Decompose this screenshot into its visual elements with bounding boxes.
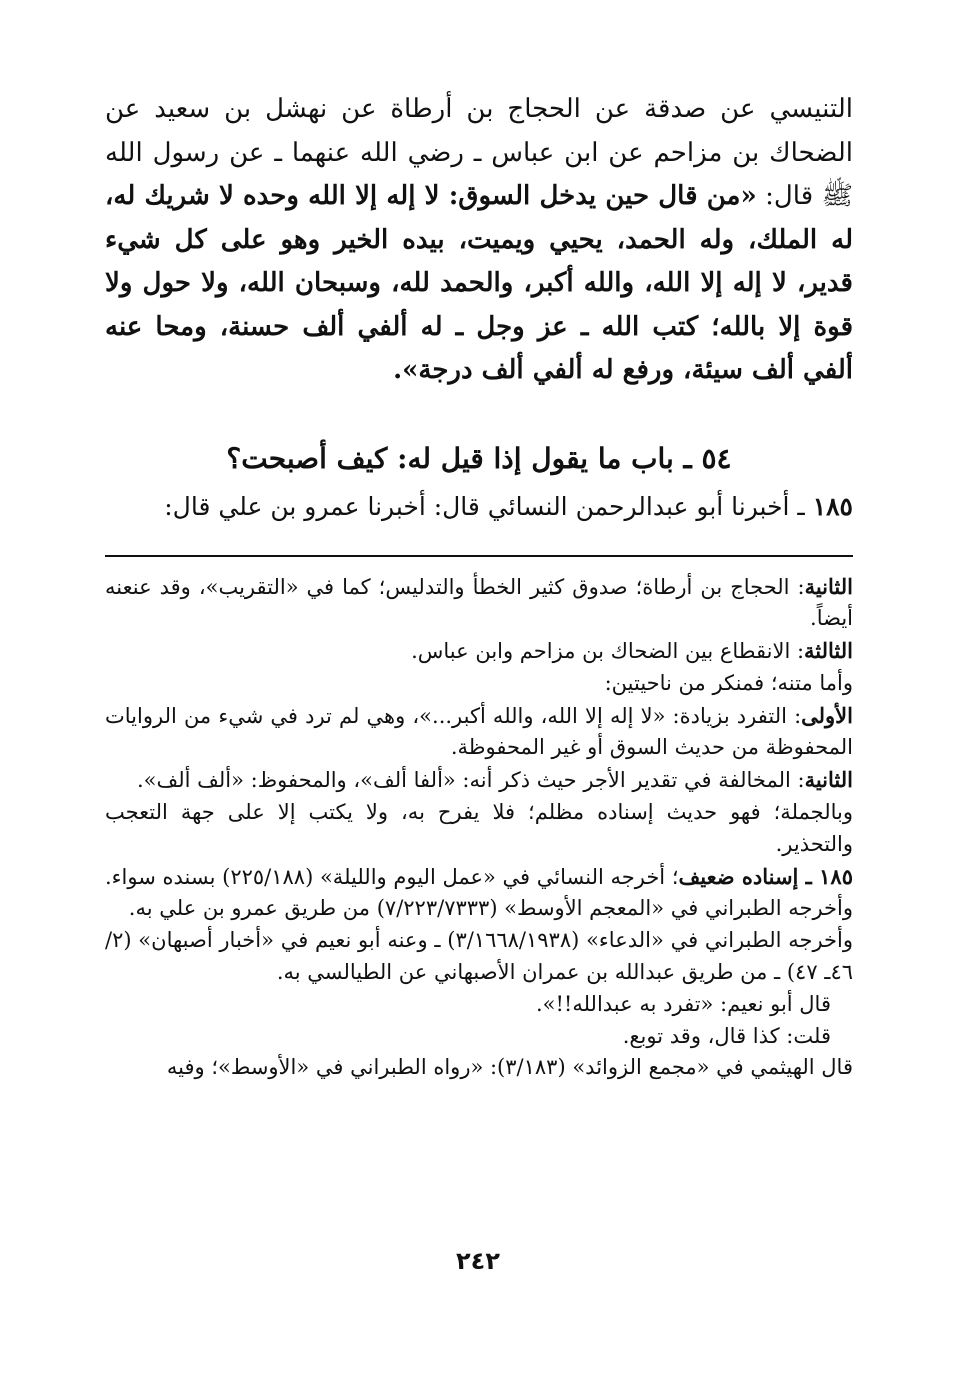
footnote-5-text: : المخالفة في تقدير الأجر حيث ذكر أنه: «ألفا ألف»، والمحفوظ: «ألف ألف». [137,768,805,793]
chapter-heading: ٥٤ ـ باب ما يقول إذا قيل له: كيف أصبحت؟ [226,441,732,475]
footnote-4-label: الأولى [801,702,853,728]
footnote-1-text: : الحجاج بن أرطاة؛ صدوق كثير الخطأ والتدليس؛ كما في «التقريب»، وقد عنعنه أيضاً. [105,574,853,631]
hadith-185-text: ـ أخبرنا أبو عبدالرحمن النسائي قال: أخبرنا عمرو بن علي قال: [164,491,813,521]
footnote-10: قال أبو نعيم: «تفرد به عبدالله!!». [535,991,831,1016]
main-text [105,88,853,393]
main-line-3-prefix: قال: [756,181,814,211]
footnote-3: وأما متنه؛ فمنكر من ناحيتين: [604,670,853,695]
main-line-1: التنيسي عن صدقة عن الحجاج بن أرطاة عن نهشل بن سعيد عن [105,94,853,124]
footnote-7 [105,861,853,894]
footnote-5-label: الثانية [804,767,853,793]
footnote-12: قال الهيثمي في «مجمع الزوائد» (٣/١٨٣): «رواه الطبراني في «الأوسط»؛ وفيه [166,1055,853,1080]
footnote-2-text: : الانقطاع بين الضحاك بن مزاحم وابن عباس. [411,639,805,664]
hadith-quote: «من قال حين يدخل السوق: لا إله إلا الله وحده لا شريك له، له الملك، وله الحمد، يحيي ويميت، بيده الخير وهو على كل شيء قدير، لا إله إلا الله، والله أكبر، والحمد لله، وسبحان الله، ولا حول ولا قوة إلا بالله؛ كتب الله ـ عز وجل ـ له ألفي ألف حسنة، ومحا عنه ألفي ألف سيئة، ورفع له ألفي ألف درجة». [105,181,853,385]
footnote-4 [105,700,853,765]
footnote-5 [105,764,853,797]
footnote-6: وبالجملة؛ فهو حديث إسناده مظلم؛ فلا يفرح به، ولا يكتب إلا على جهة التعجب والتحذير. [105,800,853,856]
hadith-number: ١٨٥ [812,491,853,521]
page-number: ٢٤٢ [456,1247,500,1275]
footnote-7-label: ١٨٥ ـ إسناده ضعيف [678,863,853,889]
footnote-1-label: الثانية [804,573,853,599]
footnote-1 [105,571,853,636]
main-line-2: الضحاك بن مزاحم عن ابن عباس ـ رضي الله عنهما ـ عن رسول الله ﷺ [105,137,853,211]
footnote-9: وأخرجه الطبراني في «الدعاء» (٣/١٦٦٨/١٩٣٨) ـ وعنه أبو نعيم في «أخبار أصبهان» (٢/ ٤٦ـ ٤٧) ـ من طريق عبدالله بن عمران الأصبهاني عن الطيالسي به. [105,928,853,985]
footnote-separator [105,555,853,557]
footnote-4-text: : التفرد بزيادة: «لا إله إلا الله، والله أكبر...»، وهي لم ترد في شيء من الروايات المحفوظة من حديث السوق أو غير المحفوظة. [105,703,853,760]
footnote-2-label: الثالثة [804,638,853,664]
hadith-185-intro [105,487,853,527]
footnote-2 [105,635,853,668]
footnote-11: قلت: كذا قال، وقد توبع. [622,1023,831,1048]
footnote-7-text: ؛ أخرجه النسائي في «عمل اليوم والليلة» (٢٢٥/١٨٨) بسنده سواء. [105,864,679,889]
page-body [105,88,853,1084]
footnote-8: وأخرجه الطبراني في «المعجم الأوسط» (٧/٢٢٣/٧٣٣٣) من طريق عمرو بن علي به. [128,896,853,921]
footnotes [105,571,853,1085]
